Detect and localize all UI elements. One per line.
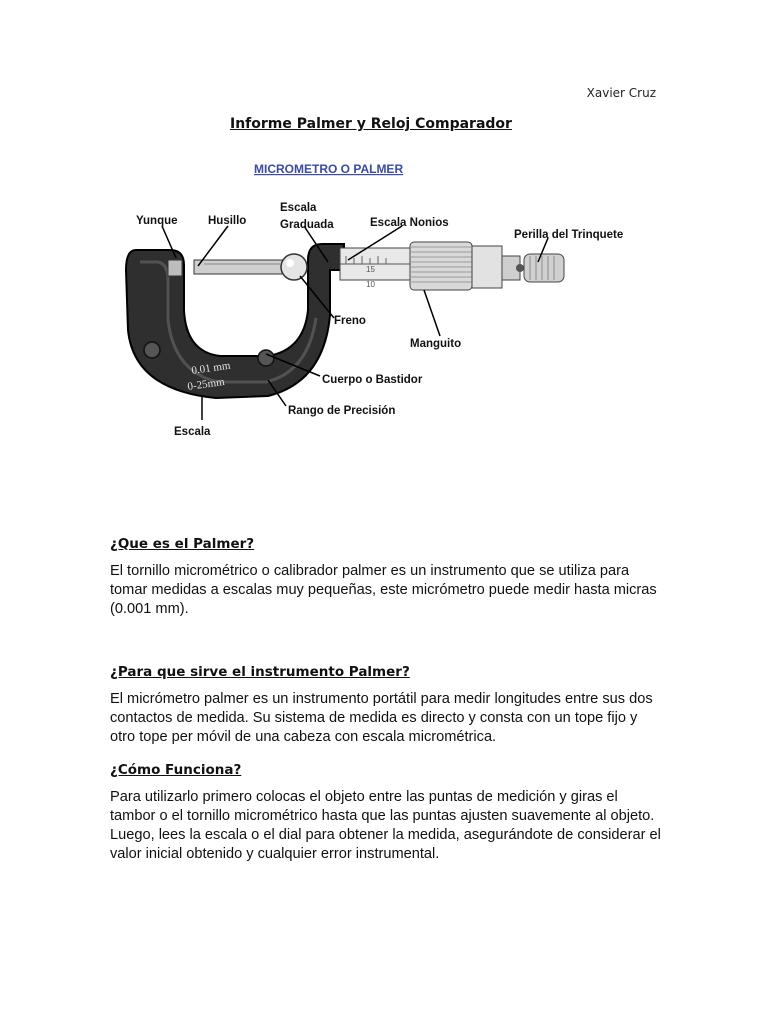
section-como-funciona (110, 762, 665, 864)
section-body: Para utilizarlo primero colocas el objeto entre las puntas de medición y giras el tambor o el tornillo micrométrico hasta que las puntas ajusten suavemente al objeto. Luego, lees la escala o el dial para obtener la medida, asegurándote de considerar el valor inicial obtenido y cualquier error instrumental. (110, 789, 661, 862)
frame-screw-left (144, 342, 160, 358)
label-rango-precision: Rango de Precisión (288, 405, 396, 417)
micrometer-anvil (168, 260, 182, 276)
label-escala-graduada-line1: Escala (280, 202, 317, 214)
label-escala: Escala (174, 426, 211, 438)
micrometer-figure (108, 150, 668, 450)
thimble-mark-15: 15 (366, 265, 375, 274)
label-escala-nonios: Escala Nonios (370, 217, 449, 229)
micrometer-spindle (194, 260, 286, 274)
section-heading: ¿Para que sirve el instrumento Palmer? (110, 664, 410, 680)
label-escala-graduada-line2: Graduada (280, 219, 334, 231)
micrometer-thimble (410, 242, 472, 290)
micrometer-lock (281, 254, 307, 280)
figure-title: MICROMETRO O PALMER (254, 162, 404, 176)
document-title: Informe Palmer y Reloj Comparador (230, 116, 512, 132)
label-perilla-trinquete: Perilla del Trinquete (514, 229, 624, 241)
section-body: El micrómetro palmer es un instrumento portátil para medir longitudes entre sus dos contactos de medida. Su sistema de medida es directo y consta con un tope fijo y otro tope per móvil de una cabeza con escala micrométrica. (110, 691, 653, 745)
section-body: El tornillo micrométrico o calibrador palmer es un instrumento que se utiliza para tomar medidas a escalas muy pequeñas, este micrómetro puede medir hasta micras (0.001 mm). (110, 563, 657, 617)
section-heading: ¿Cómo Funciona? (110, 762, 242, 778)
micrometer-barrel (472, 246, 502, 288)
label-husillo: Husillo (208, 215, 247, 227)
section-para-que-sirve (110, 664, 665, 747)
frame-range-text: 0-25mm (186, 375, 226, 393)
label-cuerpo-bastidor: Cuerpo o Bastidor (322, 374, 423, 386)
frame-screw-right (258, 350, 274, 366)
section-heading: ¿Que es el Palmer? (110, 536, 255, 552)
label-freno: Freno (334, 315, 366, 327)
frame-precision-text: 0.01 mm (190, 359, 232, 377)
micrometer-illustration (108, 150, 668, 450)
thimble-mark-10: 10 (366, 280, 375, 289)
author-name: Xavier Cruz (586, 86, 656, 100)
section-que-es (110, 536, 665, 619)
label-yunque: Yunque (136, 215, 178, 227)
label-manguito: Manguito (410, 338, 462, 350)
